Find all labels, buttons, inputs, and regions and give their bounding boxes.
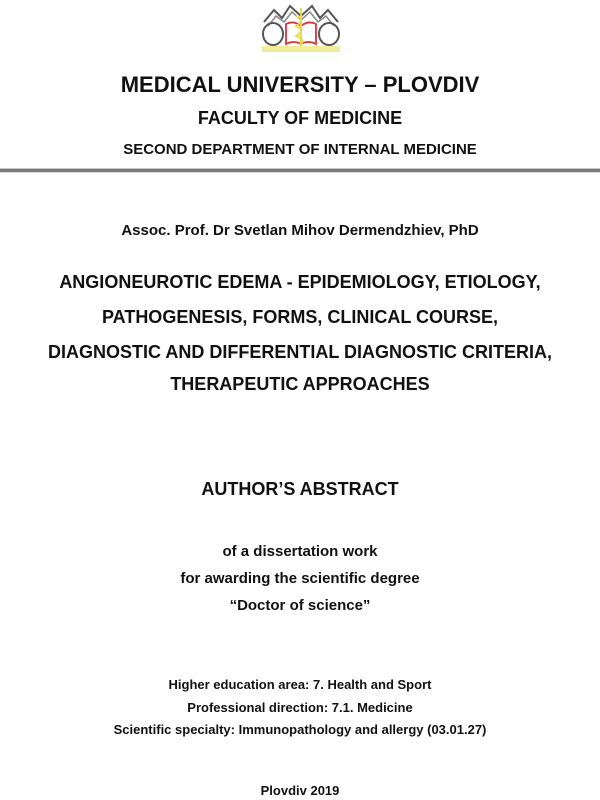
scientific-specialty: Scientific specialty: Immunopathology and allergy (03.01.27) — [113, 722, 487, 737]
medical-university-crest-icon — [256, 2, 346, 54]
title-line: DIAGNOSTIC AND DIFFERENTIAL DIAGNOSTIC CRITERIA, — [48, 342, 552, 362]
faculty-name: FACULTY OF MEDICINE — [197, 108, 403, 128]
title-line: PATHOGENESIS, FORMS, CLINICAL COURSE, — [101, 307, 499, 327]
professional-direction: Professional direction: 7.1. Medicine — [187, 700, 413, 715]
department-name: SECOND DEPARTMENT OF INTERNAL MEDICINE — [123, 141, 477, 158]
title-line: THERAPEUTIC APPROACHES — [170, 374, 430, 394]
education-area: Higher education area: 7. Health and Sport — [168, 677, 432, 692]
purpose-line: of a dissertation work — [222, 543, 378, 560]
degree-name: “Doctor of science” — [229, 597, 371, 614]
document-type: AUTHOR’S ABSTRACT — [201, 479, 399, 499]
university-name: MEDICAL UNIVERSITY – PLOVDIV — [120, 72, 480, 97]
title-line: ANGIONEUROTIC EDEMA - EPIDEMIOLOGY, ETIOLOGY, — [59, 272, 541, 292]
place-year: Plovdiv 2019 — [260, 783, 340, 798]
header-divider — [0, 168, 600, 173]
author-name: Assoc. Prof. Dr Svetlan Mihov Dermendzhiev, PhD — [121, 222, 479, 239]
purpose-line: for awarding the scientific degree — [180, 570, 420, 587]
